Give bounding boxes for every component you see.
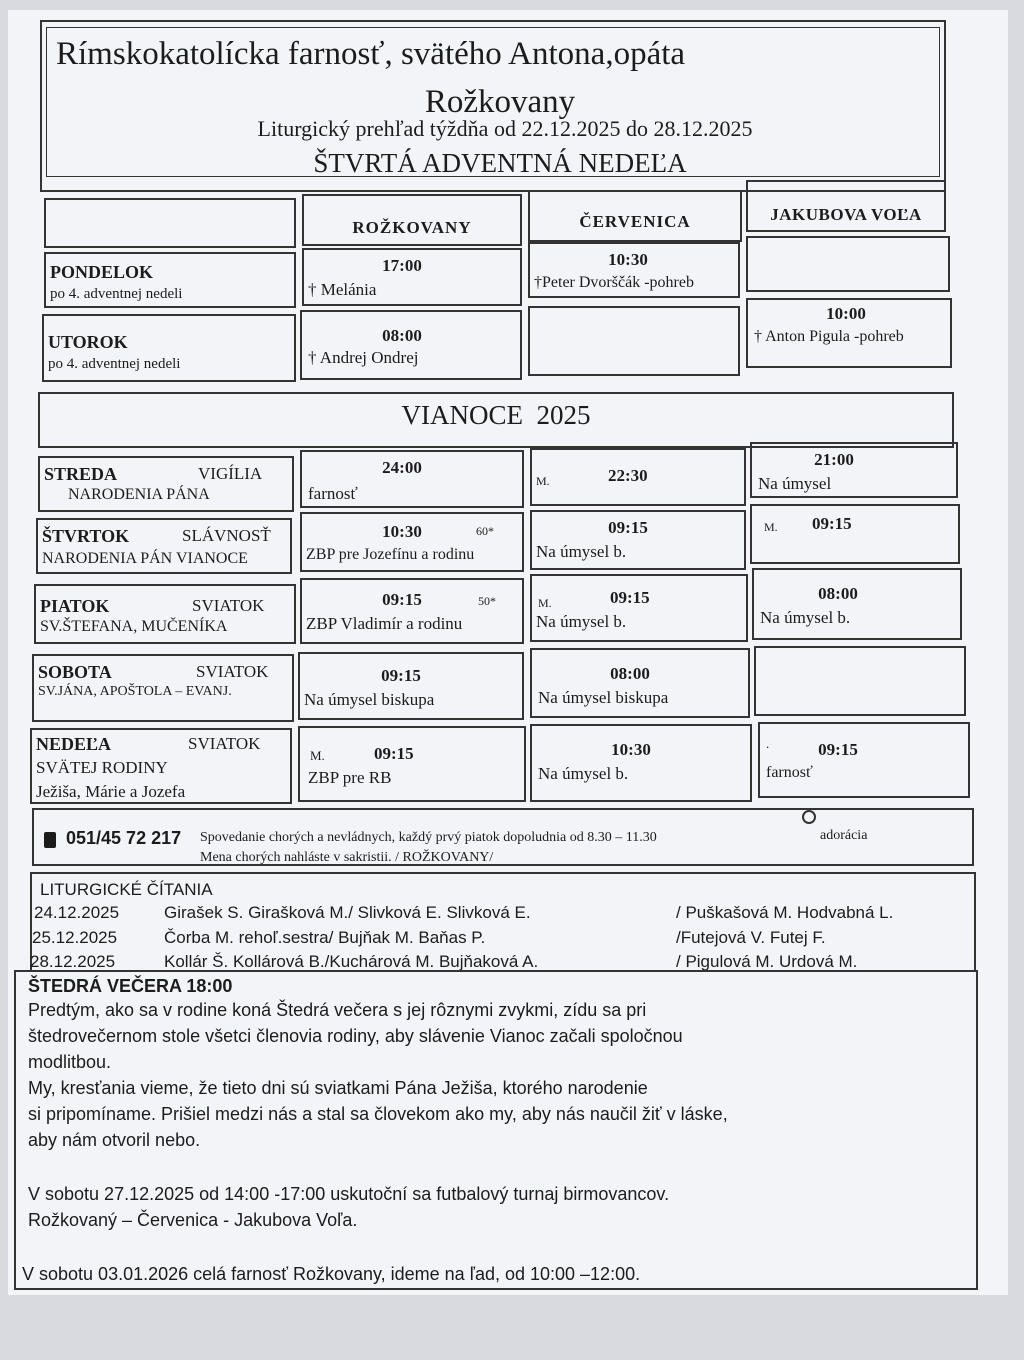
- mass-time: 21:00: [814, 450, 854, 469]
- readings-title: LITURGICKÉ ČÍTANIA: [40, 880, 213, 899]
- mass-time: 24:00: [382, 458, 422, 477]
- mass-intention: Na úmysel b.: [536, 542, 627, 561]
- mass-time: 09:15: [381, 666, 421, 685]
- mass-cell: [530, 724, 752, 802]
- mass-intention: †Peter Dvorščák -pohreb: [534, 274, 694, 291]
- tournament-note: V sobotu 27.12.2025 od 14:00 -17:00 uskutoční sa futbalový turnaj birmovancov.: [28, 1184, 670, 1204]
- day-subtitle: po 4. adventnej nedeli: [50, 286, 183, 302]
- mass-time: 10:30: [382, 522, 422, 541]
- mass-time: 22:30: [608, 466, 648, 485]
- note-line: My, kresťania vieme, že tieto dni sú sviatkami Pána Ježiša, ktorého narodenie: [28, 1078, 648, 1098]
- note-line: si pripomíname. Prišiel medzi nás a stal sa človekom ako my, aby nás naučil žiť v láske,: [28, 1104, 728, 1124]
- mass-intention: Na úmysel b.: [538, 764, 629, 783]
- mass-intention: farnosť: [766, 764, 813, 781]
- mass-intention: ZBP pre RB: [308, 768, 392, 787]
- mass-intention: Na úmysel: [758, 474, 832, 493]
- mass-time: 09:15: [382, 590, 422, 609]
- corner-cell: [44, 198, 296, 248]
- mass-intention: Na úmysel b.: [760, 608, 851, 627]
- reading-others: /Futejová V. Futej F.: [676, 928, 826, 947]
- confession-note: Spovedanie chorých a nevládnych, každý prvý piatok dopoludnia od 8.30 – 11.30: [200, 830, 657, 845]
- reading-date: 24.12.2025: [34, 903, 120, 922]
- note-line: modlitbou.: [28, 1052, 112, 1072]
- christmas-eve-title: ŠTEDRÁ VEČERA 18:00: [28, 976, 233, 996]
- day-subtitle: SV.JÁNA, APOŠTOLA – EVANJ.: [38, 684, 232, 699]
- mass-time: 09:15: [608, 518, 648, 537]
- mass-intention: ZBP pre Jozefínu a rodinu: [306, 546, 475, 563]
- day-subtitle: NARODENIA PÁNA: [68, 486, 210, 503]
- mass-cell: [300, 578, 524, 644]
- day-name: PIATOK: [40, 596, 110, 616]
- mass-mark: M.: [310, 748, 325, 763]
- column-label: ROŽKOVANY: [352, 218, 472, 237]
- mass-time: 10:30: [608, 250, 648, 269]
- mass-mark: M.: [764, 520, 778, 534]
- day-tag: SLÁVNOSŤ: [182, 526, 271, 545]
- mass-time: 10:00: [826, 304, 866, 323]
- mass-time: 08:00: [382, 326, 422, 345]
- mass-cell: [750, 504, 960, 564]
- tournament-places: Rožkovaný – Červenica - Jakubova Voľa.: [28, 1210, 358, 1230]
- mass-cell: [298, 726, 526, 802]
- sunday-title: ŠTVRTÁ ADVENTNÁ NEDEĽA: [313, 148, 687, 178]
- ice-skating-note: V sobotu 03.01.2026 celá farnosť Rožkovany, ideme na ľad, od 10:00 –12:00.: [22, 1264, 641, 1284]
- phone-number: 051/45 72 217: [66, 828, 182, 848]
- note-line: aby nám otvoril nebo.: [28, 1130, 201, 1150]
- day-subtitle: SVÄTEJ RODINY: [36, 758, 168, 777]
- mass-time: 10:30: [611, 740, 651, 759]
- day-name: SOBOTA: [38, 662, 112, 682]
- mass-intention: † Melánia: [308, 280, 377, 299]
- christmas-banner-title: VIANOCE 2025: [401, 400, 591, 430]
- column-label: ČERVENICA: [579, 212, 691, 231]
- reading-names: Čorba M. rehoľ.sestra/ Bujňak M. Baňas P.: [164, 928, 486, 947]
- parish-title: Rímskokatolícka farnosť, svätého Antona,opáta: [56, 36, 686, 72]
- day-name: UTOROK: [48, 332, 128, 352]
- day-name: ŠTVRTOK: [42, 526, 130, 546]
- mass-time: 09:15: [818, 740, 858, 759]
- column-label: JAKUBOVA VOĽA: [770, 205, 922, 224]
- mass-intention: Na úmysel b.: [536, 612, 627, 631]
- mass-mark: .: [766, 736, 770, 751]
- mass-time: 09:15: [812, 514, 852, 533]
- monstrance-icon: [802, 810, 816, 824]
- mass-time: 17:00: [382, 256, 422, 275]
- sick-names-note: Mena chorých nahláste v sakristii. / ROŽKOVANY/: [200, 850, 494, 865]
- mass-cell: [752, 568, 962, 640]
- reading-others: / Pigulová M. Urdová M.: [676, 952, 858, 971]
- day-subtitle-2: Ježiša, Márie a Jozefa: [36, 782, 186, 801]
- mass-intention: † Andrej Ondrej: [308, 348, 419, 367]
- reading-others: / Puškašová M. Hodvabná L.: [676, 903, 894, 922]
- mass-intention: Na úmysel biskupa: [538, 688, 669, 707]
- day-tag: SVIATOK: [196, 662, 269, 681]
- mass-time: 09:15: [374, 744, 414, 763]
- day-tag: SVIATOK: [192, 596, 265, 615]
- mass-intention: † Anton Pigula -pohreb: [754, 328, 904, 345]
- day-tag: VIGÍLIA: [198, 464, 263, 483]
- reading-names: Kollár Š. Kollárová B./Kuchárová M. Bujňaková A.: [164, 952, 539, 971]
- note-line: štedrovečernom stole všetci členovia rodiny, aby slávenie Vianoc začali spoločnou: [28, 1026, 683, 1046]
- mass-intention: ZBP Vladimír a rodinu: [306, 614, 463, 633]
- day-name: PONDELOK: [50, 262, 154, 282]
- day-subtitle: NARODENIA PÁN VIANOCE: [42, 550, 248, 567]
- mass-mark: M.: [536, 474, 550, 488]
- place-title: Rožkovany: [424, 84, 576, 120]
- mass-time: 08:00: [610, 664, 650, 683]
- mass-mark: M.: [538, 596, 552, 610]
- mass-cell: [528, 306, 740, 376]
- mass-cell: [746, 236, 950, 292]
- mass-intention: farnosť: [308, 484, 358, 503]
- mass-count: 60*: [476, 524, 494, 538]
- week-overview: Liturgický prehľad týždňa od 22.12.2025 do 28.12.2025: [257, 116, 753, 141]
- mass-time: 09:15: [610, 588, 650, 607]
- reading-date: 25.12.2025: [32, 928, 118, 947]
- phone-icon: [44, 832, 56, 848]
- mass-cell: [758, 722, 970, 798]
- day-subtitle: SV.ŠTEFANA, MUČENÍKA: [40, 618, 228, 635]
- reading-date: 28.12.2025: [30, 952, 116, 971]
- note-line: Predtým, ako sa v rodine koná Štedrá večera s jej rôznymi zvykmi, zídu sa pri: [28, 1000, 647, 1020]
- adoration-label: adorácia: [820, 828, 868, 843]
- day-tag: SVIATOK: [188, 734, 261, 753]
- day-subtitle: po 4. adventnej nedeli: [48, 356, 181, 372]
- reading-names: Girašek S. Girašková M./ Slivková E. Slivková E.: [164, 903, 531, 922]
- mass-cell: [754, 646, 966, 716]
- mass-count: 50*: [478, 594, 496, 608]
- day-name: STREDA: [44, 464, 118, 484]
- mass-intention: Na úmysel biskupa: [304, 690, 435, 709]
- mass-time: 08:00: [818, 584, 858, 603]
- day-name: NEDEĽA: [36, 734, 112, 754]
